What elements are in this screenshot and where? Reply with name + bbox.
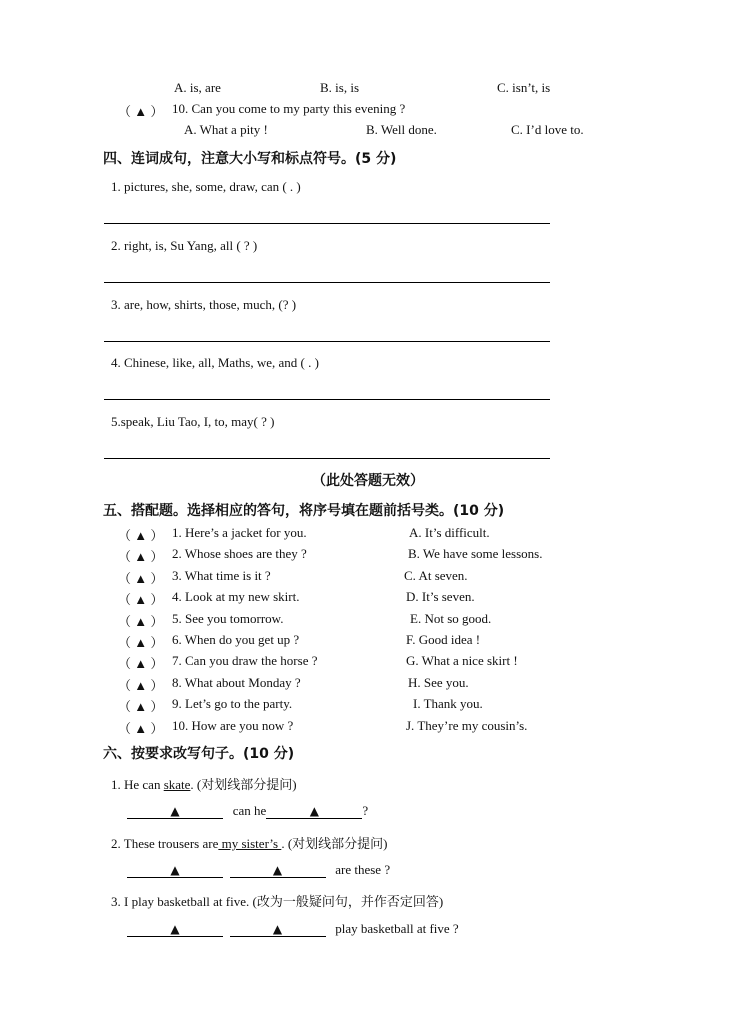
match-question: 8. What about Monday ? [172,674,301,690]
q2-instruction: . (对划线部分提问) [281,836,388,851]
q10-option-a: A. What a pity ! [184,122,268,137]
section4-item-2: 2. right, is, Su Yang, all ( ? ) [111,238,258,253]
triangle-icon: ▲ [170,804,180,818]
section4-item-3: 3. are, how, shirts, those, much, (? ) [111,297,297,312]
match-question: 2. Whose shoes are they ? [172,546,307,562]
match-answer: D. It’s seven. [406,589,475,605]
section4-heading: 四、连词成句，注意大小写和标点符号。(5 分) [103,151,397,167]
match-answer: J. They’re my cousin’s. [406,717,528,733]
section5-heading: 五、搭配题。选择相应的答句，将序号填在题前括号类。(10 分) [103,503,505,519]
match-question: 10. How are you now ? [172,717,294,733]
match-answer: I. Thank you. [413,696,483,712]
q9-option-c: C. isn’t, is [497,80,551,95]
triangle-icon: ▲ [309,804,319,818]
answer-blank[interactable] [266,804,362,819]
q9-option-a: A. is, are [174,80,221,95]
section6-q3-answer [127,921,459,937]
triangle-icon: ▲ [170,922,180,936]
q10-paren: （ ▲ ） [118,104,164,119]
triangle-icon: ▲ [272,922,283,936]
match-paren[interactable]: （ ▲ ） [118,656,164,672]
match-question: 5. See you tomorrow. [172,610,284,626]
q1-underlined-word: skate [163,777,191,792]
answer-line-4[interactable] [104,399,550,400]
q2-underlined-phrase: my sister’s [218,836,282,851]
q10-option-b: B. Well done. [366,122,437,137]
q1-answer-mid: can he [232,803,267,818]
q9-option-b: B. is, is [320,80,360,95]
section6-q1 [111,774,297,793]
match-paren[interactable]: （ ▲ ） [118,677,164,693]
answer-line-5[interactable] [104,458,550,459]
match-paren[interactable]: （ ▲ ） [118,699,164,715]
section4-item-4: 4. Chinese, like, all, Maths, we, and ( . ) [111,355,319,370]
invalid-answer-note: （此处答题无效） [312,473,424,489]
q10-option-c: C. I’d love to. [511,122,584,137]
triangle-icon: ▲ [170,863,180,877]
match-paren[interactable]: （ ▲ ） [118,592,164,608]
match-paren[interactable]: （ ▲ ） [118,549,164,565]
answer-blank[interactable] [127,863,223,878]
section6-q2 [111,833,387,852]
answer-line-1[interactable] [104,223,550,224]
q1-prefix: 1. He can [111,777,164,792]
section4-item-5: 5.speak, Liu Tao, I, to, may( ? ) [111,414,275,429]
q2-answer-end: are these ? [335,862,391,877]
triangle-icon: ▲ [272,863,283,877]
match-answer: G. What a nice skirt ! [406,653,518,669]
match-question: 6. When do you get up ? [172,632,300,647]
match-paren[interactable]: （ ▲ ） [118,613,164,629]
section6-heading: 六、按要求改写句子。(10 分) [103,746,295,762]
section4-item-1: 1. pictures, she, some, draw, can ( . ) [111,179,301,194]
match-question: 4. Look at my new skirt. [172,589,300,605]
match-answer: B. We have some lessons. [408,546,543,562]
match-question: 1. Here’s a jacket for you. [172,525,307,540]
answer-blank[interactable] [230,922,326,937]
match-paren[interactable]: （ ▲ ） [118,528,164,543]
match-answer: C. At seven. [404,567,468,583]
section6-q1-answer [127,803,368,819]
answer-blank[interactable] [127,804,223,819]
match-question: 7. Can you draw the horse ? [172,653,318,669]
match-answer: E. Not so good. [410,610,492,626]
answer-blank[interactable] [230,863,326,878]
match-answer: F. Good idea ! [406,632,481,647]
q2-prefix: 2. These trousers are [111,836,219,851]
q10-question: 10. Can you come to my party this evening ? [172,101,406,116]
answer-blank[interactable] [127,922,223,937]
match-answer: A. It’s difficult. [409,525,490,540]
match-paren[interactable]: （ ▲ ） [118,720,164,736]
q1-instruction: . (对划线部分提问) [190,777,297,792]
match-question: 9. Let’s go to the party. [172,696,293,712]
match-answer: H. See you. [408,674,469,690]
q3-answer-end: play basketball at five ? [335,921,459,936]
answer-line-2[interactable] [104,282,550,283]
section6-q2-answer [127,862,390,878]
q1-answer-end: ? [362,803,369,818]
match-question: 3. What time is it ? [172,567,271,583]
section6-q3: 3. I play basketball at five. (改为一般疑问句，并作否定回答) [111,894,444,909]
answer-line-3[interactable] [104,341,550,342]
match-paren[interactable]: （ ▲ ） [118,570,164,586]
match-paren[interactable]: （ ▲ ） [118,635,164,650]
